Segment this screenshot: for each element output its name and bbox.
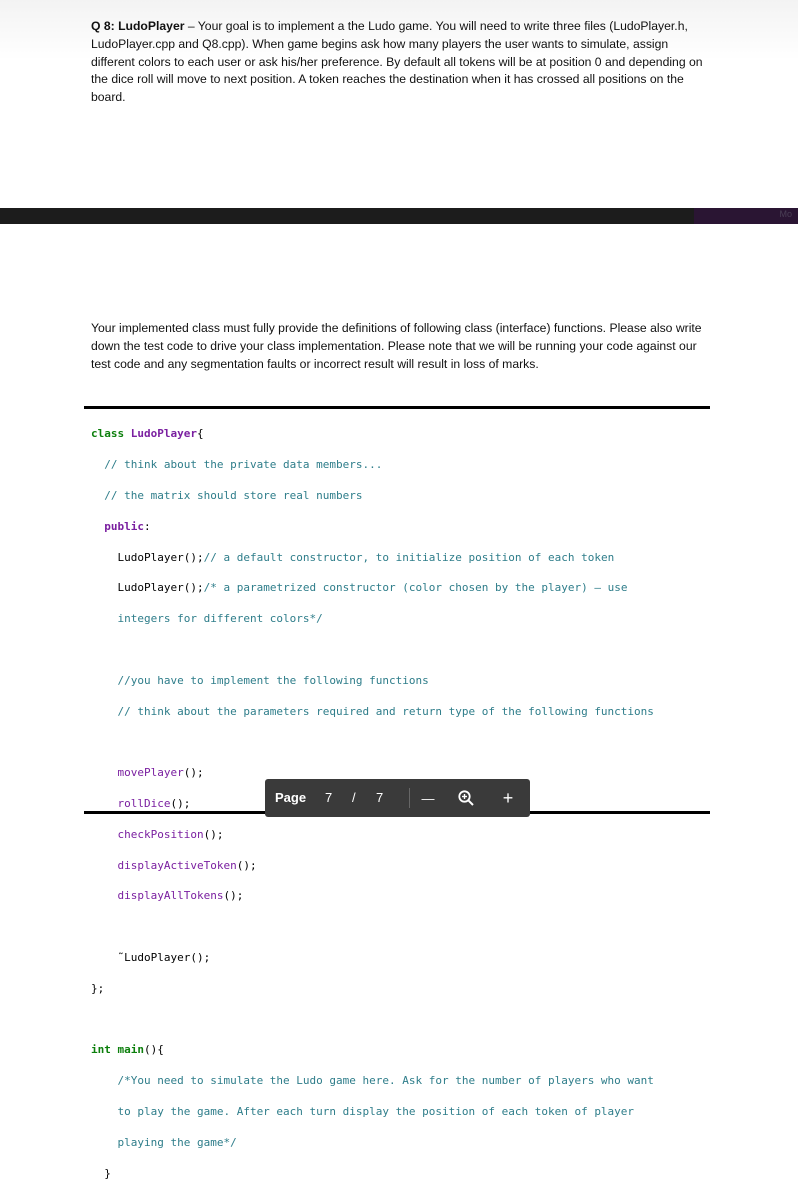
ctor2-comment: /* a parametrized constructor (color chosen by the player) – use (203, 581, 628, 595)
code-line-main-end: } (91, 1166, 111, 1180)
code-comment-3: //you have to implement the following functions (91, 673, 429, 687)
code-line-fn5 (91, 888, 711, 903)
code-blank-2 (91, 734, 711, 749)
page-toolbar (265, 779, 530, 817)
main-tail: (){ (144, 1043, 164, 1057)
fn4-tail: (); (236, 858, 257, 872)
class-name: LudoPlayer (130, 427, 197, 441)
code-line-ctor1 (91, 550, 711, 565)
code-blank-3 (91, 919, 711, 934)
page-label: Page (275, 790, 307, 805)
fn2-tail: (); (170, 796, 191, 810)
public-keyword: public (91, 519, 144, 533)
instructions-paragraph: Your implemented class must fully provide the definitions of following class (interface) functions. Please also write down the test code to drive your class implementation. Please note that we will be running your code against our test code and any segmentation faults or incorrect result will result in loss of marks. (91, 321, 702, 371)
page-divider-band (0, 208, 798, 224)
open-brace: { (196, 427, 204, 441)
code-line-dtor: ˜LudoPlayer(); (91, 950, 211, 964)
code-main-comment-1: /*You need to simulate the Ludo game here. Ask for the number of players who want (91, 1074, 654, 1088)
fn5-tail: (); (223, 889, 244, 903)
fn3-tail: (); (203, 827, 224, 841)
band-right-block (694, 208, 798, 224)
code-line-fn4 (91, 858, 711, 873)
public-colon: : (143, 519, 151, 533)
ctor1: LudoPlayer(); (91, 550, 204, 564)
ctor2: LudoPlayer(); (91, 581, 204, 595)
band-label: Mo (779, 209, 792, 219)
question-body: – Your goal is to implement a the Ludo game. You will need to write three files (LudoPlayer.h, LudoPlayer.cpp and Q8.cpp). When game begins ask how many players the user wants to simulate, assign different colors to each user or ask his/her preference. By default all tokens will be at position 0 and depending on the dice roll will move to next position. A token reaches the destination when it has crossed all positions on the board. (91, 19, 703, 105)
code-line-ctor2-cont: integers for different colors*/ (91, 612, 323, 626)
code-main-comment-3: playing the game*/ (91, 1135, 237, 1149)
code-comment-2: // the matrix should store real numbers (91, 489, 363, 502)
code-comment-1: // think about the private data members... (91, 458, 383, 472)
int-keyword: int (91, 1043, 111, 1057)
code-main-comment-2: to play the game. After each turn display the position of each token of player (91, 1104, 635, 1118)
zoom-in-button[interactable] (496, 786, 520, 810)
question-paragraph (91, 18, 711, 107)
zoom-out-label: — (421, 790, 435, 806)
fn-check-position: checkPosition (117, 827, 204, 841)
fn-move-player: movePlayer (117, 766, 184, 780)
code-blank-4 (91, 1012, 711, 1027)
code-line-class (91, 426, 711, 441)
question-heading: Q 8: LudoPlayer (91, 19, 185, 33)
code-line-fn3 (91, 827, 711, 842)
total-pages: 7 (376, 790, 384, 805)
fn-display-active-token: displayActiveToken (117, 858, 237, 872)
class-keyword: class (91, 427, 125, 441)
toolbar-divider (409, 788, 410, 808)
ctor1-comment: // a default constructor, to initialize position of each token (203, 550, 615, 564)
zoom-fit-button[interactable] (454, 786, 478, 810)
code-line-ctor2 (91, 580, 711, 595)
code-top-rule (84, 406, 710, 409)
fn1-tail: (); (183, 766, 204, 780)
main-name: main (117, 1043, 144, 1057)
page-separator: / (352, 790, 356, 805)
code-line-main (91, 1042, 711, 1057)
fn-display-all-tokens: displayAllTokens (117, 889, 224, 903)
current-page-input[interactable]: 7 (325, 790, 333, 805)
fn-roll-dice: rollDice (117, 796, 171, 810)
zoom-in-label: + (502, 787, 514, 808)
code-line-public (91, 519, 711, 534)
code-line-class-end: }; (91, 981, 105, 995)
zoom-icon (457, 789, 475, 807)
zoom-out-button[interactable] (416, 786, 440, 810)
code-blank-1 (91, 642, 711, 657)
code-comment-4: // think about the parameters required and return type of the following functions (91, 704, 654, 718)
